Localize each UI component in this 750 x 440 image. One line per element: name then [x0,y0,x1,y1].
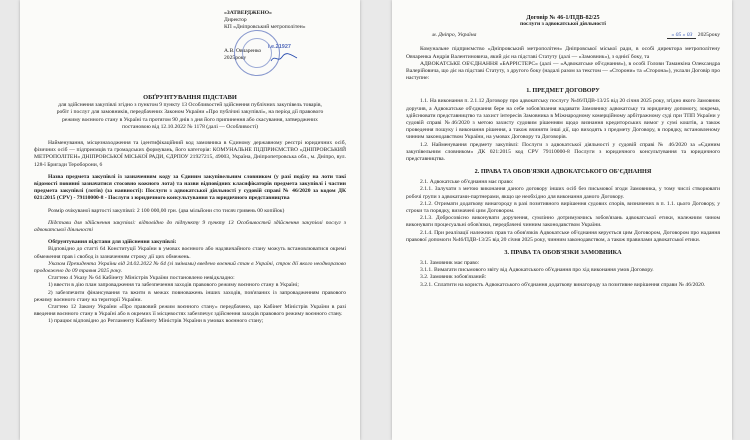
clause-1-2: 1.2. Найменування предмету закупівлі: Послуги з адвокатської діяльності у судовій справі № 46/2020 за «Єдиним закупівельним словником» ДК 021:2015 код CPV 79110000-8 Послуги з юридичного консультування та юридичного представництва. [406,141,720,163]
contract-city: м. Дніпро, Україна [432,32,477,39]
contract-date-handwritten: « 05 » 03 [667,32,696,39]
contract-subtitle: послуги з адвокатської діяльності [520,21,606,28]
customer-info: Найменування, місцезнаходження та ідентифікаційний код замовника в Єдиному державному реєстрі юридичних осіб, фізичних осіб — підприємців та громадських формувань, його категорія: КОМУНАЛЬНЕ ПІДПРИЄМСТВО «ДНІПРОВСЬКИЙ МЕТРОПОЛІТЕН» ДНІПРОВСЬКОЇ МІСЬКОЇ РАДИ, ЄДРПОУ 21927215, 49003, Україна, Дніпропетровська обл., м. Дніпро, вул. 128-ї Бригади Тероборони, 6 [34,140,346,168]
approval-role: Директор [224,17,247,24]
clause-3-1-1: 3.1.1. Вимагати письмового звіту від Адвокатського об'єднання про хід виконання умов Договору. [420,267,654,274]
clause-2-1-1: 2.1.1. Залучати з метою виконання даного договору інших осіб без письмової згоди Замовника, у тому числі створювати робочі групи з адвокатами-партнерами, якщо це необхідно для виконання даного Договору. [406,186,720,200]
intro-text: для здійснення закупівлі згідно з пунктом 9 пункту 13 Особливостей здійснення публічних закупівель товарів, робіт і послуг для замовників, передбачених Законом України «Про публічні закупівлі», на період дії правового режиму воєнного стану в Україні та протягом 90 днів з дня його припинення або скасування, затверджених постановою від 12.10.2022 № 1178 (далі — Особливості) [56,102,324,130]
clause-3-2: 3.2. Замовник зобов'язаний: [420,274,487,281]
contract-date [667,32,720,38]
justification-p3: Статтею 4 Указу № 64 Кабінету Міністрів України постановлено невідкладно: [48,275,235,282]
justification-p1: Відповідно до статті 64 Конституції України в умовах воєнного або надзвичайного стану можуть встановлюватися окремі обмеження прав і свобод із зазначенням строку дії цих обмежень. [34,246,346,260]
clause-2-1-4: 2.1.4. При реалізації належних прав та обов'язків Адвокатське об'єднання керується цим Договором, Договором про надання правової допомоги №46/ПДВ-13/25 від 20 січня 2025 року, чинним законодавством, а також правилами адвокатської етики. [406,229,720,243]
section-2-heading: 2. ПРАВА ТА ОБОВ'ЯЗКИ АДВОКАТСЬКОГО ОБ'ЄДНАННЯ [474,168,652,176]
justification-p2: Указом Президента України від 24.02.2022 № 64 (зі змінами) введено воєнний стан в Україні, строк дії якого неодноразово продовжено до 09 травня 2025 року. [34,260,346,275]
procurement-basis: Підстави для здійснення закупівлі: відповідно до підпункту 9 пункту 13 Особливостей здійснення закупівлі послуг з адвокатської діяльності [34,219,346,234]
clause-3-1: 3.1. Замовник має право: [420,260,480,267]
clause-2-1: 2.1. Адвокатське об'єднання має право: [420,179,514,186]
contract-party-1: Комунальне підприємство «Дніпровський метрополітен» Дніпровської міської ради, в особі директора метрополітену Овчаренка Андрія Валентиновича, який діє на підставі Статуту (далі — «Замовник»), з однієї боку, та [406,46,720,60]
contract-party-2: АДВОКАТСЬКЕ ОБ'ЄДНАННЯ «БАРРІСТЕРС» (далі — «Адвокатське об'єднання»), в особі Голови Таманкіна Олександра Валерійовича, що діє на підставі Статуту, з другого боку (надалі разом за текстом — «Сторони» та «Сторона»), уклали Договір про наступне: [406,60,720,82]
approval-signer: А.В. Овчаренко [224,47,262,54]
justification-heading: Обґрунтування підстави для здійснення закупівлі: [48,239,177,246]
clause-2-1-3: 2.1.3. Добросовісно виконувати доручення, сумлінно дотримуючись зобов'язань адвокатської етики, належним чином виконувати процесуальні обов'язки, передбачені чинним законодавством України. [406,215,720,229]
justification-p7: 1) працює відповідно до Регламенту Кабінету Міністрів України в умовах воєнного стану; [48,318,264,325]
contract-title: Договір № 46-1/ПДВ-82/25 [526,14,600,21]
document-title: ОБҐРУНТУВАННЯ ПІДСТАВИ [143,94,237,101]
contract-dateline [406,32,720,38]
justification-p5: 2) забезпечити фінансування та вжити в межах повноважень інших заходів, пов'язаних із запровадженням правового режиму воєнного стану на території України. [34,289,346,303]
clause-2-1-2: 2.1.2. Отримати додаткову винагороду в разі позитивного вирішення судових спорів, визначених в п. 1.1. цього Договору, у строки та порядку, визначені цим Договором. [406,200,720,215]
procurement-subject: Назва предмета закупівлі із зазначенням коду за Єдиним закупівельним словником (у разі поділу на лоти такі відомості повинні зазначатися стосовно кожного лота) та назви відповідних класифікаторів предмета закупівлі і частин предмета закупівлі (лотів) (за наявності): Послуги з адвокатської діяльності у судовій справі № 46/2020 за кодом ДК 021:2015 (CPV) - 79110000-8 - Послуги з юридичного консультування та юридичного представництва [34,173,346,202]
justification-p6: Статтею 12 Закону України «Про правовий режим воєнного стану» передбачено, що Кабінет Міністрів України в разі введення воєнного стану в Україні або в окремих її місцевостях забезпечує здійснення заходів правового режиму воєнного стану. [34,304,346,318]
stamp-code: i.e.21927 [268,44,291,50]
right-document-page [392,0,732,440]
expected-cost: Розмір очікуваної вартості закупівлі: 2 100 000,00 грн. (два мільйони сто тисяч гривень 00 копійок) [48,207,285,214]
approval-date: 2025року [224,54,247,61]
contract-date-year: 2025року [697,32,720,39]
clause-3-2-1: 3.2.1. Сплатити на користь Адвокатського об'єднання додаткову винагороду за позитивне вирішення справи № 46/2020. [420,281,706,288]
signature-image [270,52,298,64]
clause-1-1: 1.1. На виконання п. 2.1.12 Договору про адвокатську послугу №46/ПДВ-13/25 від 20 січня 2025 року, згідно якого Замовник доручив, а Адвокатське об'єднання бере на себе зобов'язання надавати Замовнику адвокатську та юридичну допомогу, зокрема, здійснювати представництво та захист інтересів Замовника в Міжнародному комерційному арбітражному суді при ТПП України у судовій справі №46/2020 з метою захисту судовим рішенням щодо визнання кредиторських вимог у сумі коштів, а також проведення пошуку і виконання рішення, а також вчиняти інші дії, що виходять з предмету Договору, в порядку, встановленому чинним законодавством України, на умовах Договору та Договорів. [406,98,720,141]
section-1-heading: 1. ПРЕДМЕТ ДОГОВОРУ [526,87,600,95]
approval-title: «ЗАТВЕРДЖЕНО» [224,10,272,16]
justification-p4: 1) ввести в дію план запровадження та забезпечення заходів правового режиму воєнного стану в Україні; [48,282,299,289]
approval-org: КП «Дніпровський метрополітен» [224,24,306,31]
left-document-page [20,0,360,440]
section-3-heading: 3. ПРАВА ТА ОБОВ'ЯЗКИ ЗАМОВНИКА [504,249,622,257]
